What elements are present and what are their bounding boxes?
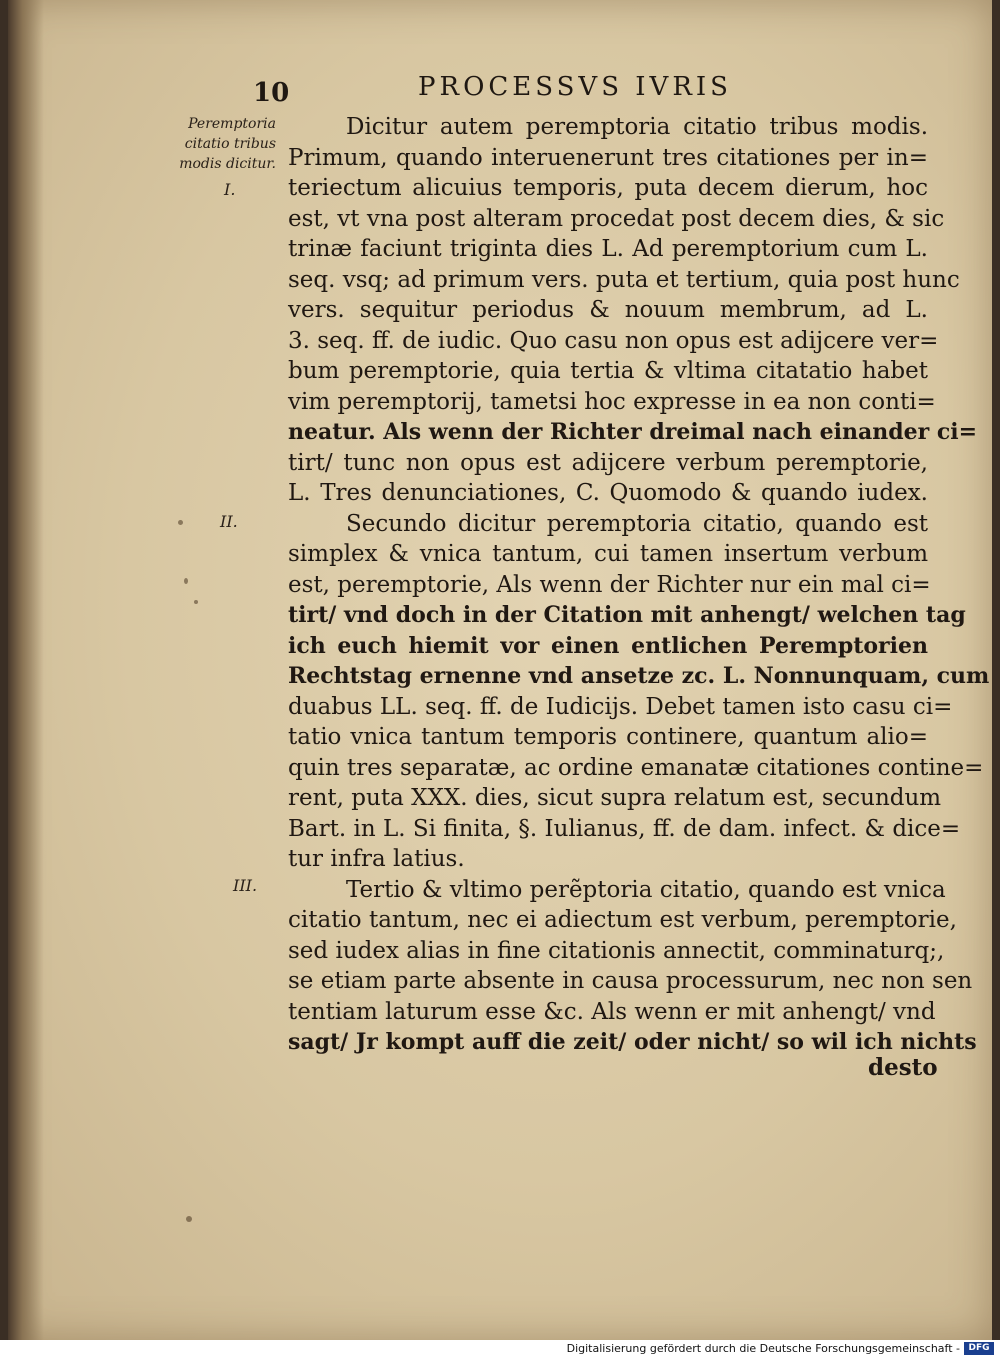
text-line: Primum, quando interuenerunt tres citationes per in= bbox=[288, 144, 928, 171]
text-line: tatio vnica tantum temporis continere, quantum alio= bbox=[288, 724, 928, 750]
text-line: seq. vsq; ad primum vers. puta et tertium, quia post hunc bbox=[288, 266, 960, 293]
text-line: est, vt vna post alteram procedat post decem dies, & sic bbox=[288, 205, 945, 232]
text-line: est, peremptorie, Als wenn der Richter nur ein mal ci= bbox=[288, 571, 931, 598]
dfg-logo: DFG bbox=[964, 1342, 994, 1355]
text-line: tirt/ tunc non opus est adijcere verbum peremptorie, bbox=[288, 449, 928, 476]
margin-marker-3: III. bbox=[233, 876, 258, 895]
text-line: 3. seq. ff. de iudic. Quo casu non opus est adijcere ver= bbox=[288, 327, 939, 354]
text-line: simplex & vnica tantum, cui tamen insertum verbum bbox=[288, 541, 928, 567]
page-spine-shadow bbox=[8, 0, 44, 1340]
text-line: tentiam laturum esse &c. Als wenn er mit anhengt/ vnd bbox=[288, 998, 936, 1025]
text-line: Dicitur autem peremptoria citatio tribus modis. bbox=[346, 114, 928, 140]
text-line: teriectum alicuius temporis, puta decem dierum, hoc bbox=[288, 175, 928, 201]
margin-note-peremptoria: Peremptoria citatio tribus modis dicitur. bbox=[179, 116, 276, 172]
text-line: tur infra latius. bbox=[288, 846, 465, 872]
text-line: trinæ faciunt triginta dies L. Ad peremptorium cum L. bbox=[288, 236, 928, 262]
text-line: duabus LL. seq. ff. de Iudicijs. Debet tamen isto casu ci= bbox=[288, 693, 953, 720]
text-line: vers. sequitur periodus & nouum membrum, ad L. bbox=[288, 297, 928, 323]
text-line: tirt/ vnd doch in der Citation mit anhengt/ welchen tag bbox=[288, 602, 966, 628]
ink-spot bbox=[184, 578, 188, 584]
text-line: Tertio & vltimo perẽptoria citatio, quando est vnica bbox=[346, 876, 946, 903]
footer-credit: Digitalisierung gefördert durch die Deutsche Forschungsgemeinschaft - bbox=[566, 1342, 960, 1355]
text-line: vim peremptorij, tametsi hoc expresse in ea non conti= bbox=[288, 388, 936, 415]
text-line: sagt/ Jr kompt auff die zeit/ oder nicht/ so wil ich nichts bbox=[288, 1029, 977, 1055]
running-title: PROCESSVS IVRIS bbox=[418, 72, 732, 102]
ink-spot bbox=[186, 1216, 192, 1222]
page-number: 10 bbox=[253, 78, 290, 108]
text-line: neatur. Als wenn der Richter dreimal nach einander ci= bbox=[288, 419, 978, 445]
text-line: citatio tantum, nec ei adiectum est verbum, peremptorie, bbox=[288, 907, 957, 933]
book-page bbox=[8, 0, 992, 1340]
page-header bbox=[8, 70, 992, 110]
text-line: quin tres separatæ, ac ordine emanatæ citationes contine= bbox=[288, 754, 984, 781]
text-line: L. Tres denunciationes, C. Quomodo & quando iudex. bbox=[288, 480, 928, 506]
text-line: Secundo dicitur peremptoria citatio, quando est bbox=[346, 510, 928, 537]
text-line: se etiam parte absente in causa processurum, nec non sen bbox=[288, 968, 973, 994]
ink-spot bbox=[178, 520, 183, 525]
ink-spot bbox=[194, 600, 198, 604]
margin-marker-1: I. bbox=[224, 180, 236, 199]
text-line: bum peremptorie, quia tertia & vltima citatatio habet bbox=[288, 358, 928, 384]
margin-marker-2: II. bbox=[220, 512, 238, 531]
text-line: Rechtstag ernenne vnd ansetze zc. L. Nonnunquam, cum bbox=[288, 663, 990, 689]
catchword: desto bbox=[868, 1054, 938, 1081]
digitization-footer bbox=[0, 1340, 1000, 1358]
text-line: Bart. in L. Si finita, §. Iulianus, ff. de dam. infect. & dice= bbox=[288, 815, 961, 842]
text-line: sed iudex alias in fine citationis annectit, comminaturq;, bbox=[288, 937, 945, 964]
body-text bbox=[288, 112, 990, 1058]
text-line: ich euch hiemit vor einen entlichen Peremptorien bbox=[288, 632, 928, 659]
text-line: rent, puta XXX. dies, sicut supra relatum est, secundum bbox=[288, 785, 942, 811]
